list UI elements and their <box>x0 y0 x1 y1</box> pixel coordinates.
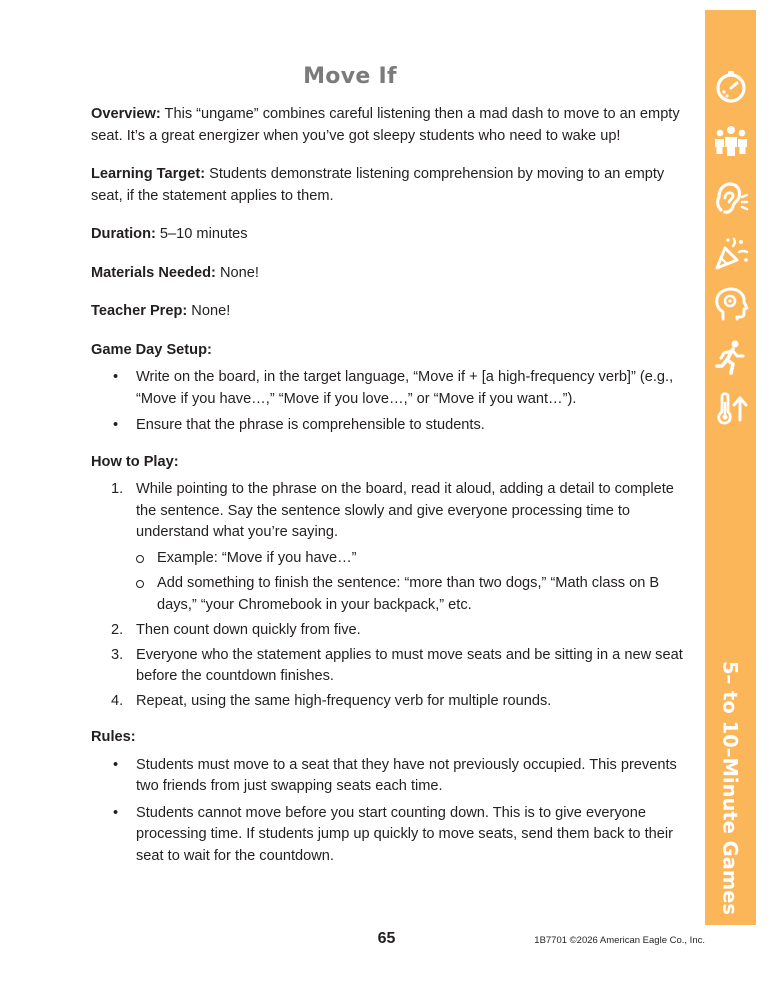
step-text: While pointing to the phrase on the board, read it aloud, adding a detail to complete the sentence. Say the sentence slowly and give everyone processing time to understand what you’re saying. <box>136 481 674 540</box>
hollow-bullet-icon <box>136 580 144 588</box>
teacher-prep-label: Teacher Prep: <box>91 303 188 319</box>
rules-list <box>91 755 697 868</box>
page-title: Move If <box>303 64 397 89</box>
step-item <box>91 479 697 616</box>
sub-item: Example: “Move if you have…” <box>136 548 697 570</box>
main-content <box>91 104 697 882</box>
step-number: 3. <box>111 646 124 663</box>
learning-target <box>91 164 697 207</box>
group-icon <box>713 122 749 158</box>
overview-text: This “ungame” combines careful listening then a mad dash to move to an empty seat. It’s a great energizer when you’ve got sleepy students who need to wake up! <box>91 106 680 144</box>
bullet: • <box>113 417 119 433</box>
step-item <box>91 645 697 688</box>
page-number: 65 <box>377 930 396 947</box>
step-sub-list <box>136 548 697 617</box>
materials-text: None! <box>215 264 259 281</box>
step-item <box>91 691 697 713</box>
bullet: • <box>113 756 119 773</box>
timer-icon <box>713 69 749 105</box>
overview-label: Overview: <box>91 106 161 122</box>
step-number: 2. <box>111 622 124 638</box>
learning-target-text: Students demonstrate listening comprehension by moving to an empty seat, if the statement applies to them. <box>91 166 665 204</box>
list-item: • Students cannot move before you start counting down. This is to give everyone processing time. If students jump up quickly to move seats, send them back to their seat to wait for the countdown. <box>113 804 673 864</box>
setup-list <box>91 367 697 437</box>
hollow-bullet-icon <box>136 555 144 563</box>
list-item: • Write on the board, in the target language, “Move if + [a high-frequency verb]” (e.g., “Move if you have…,” “Move if you love…,” or “Move if you want…”). <box>113 369 674 407</box>
step-text: Repeat, using the same high-frequency verb for multiple rounds. <box>136 692 552 709</box>
duration-label: Duration: <box>91 226 156 242</box>
step-text: Then count down quickly from five. <box>136 622 361 638</box>
step-number: 4. <box>111 692 124 709</box>
duration-text: 5–10 minutes <box>155 226 248 242</box>
rules-heading: Rules: <box>91 729 136 745</box>
step-number: 1. <box>111 481 124 497</box>
list-item: • Students must move to a seat that they have not previously occupied. This prevents two friends from just swapping seats each time. <box>113 756 677 794</box>
step-item <box>91 620 697 642</box>
bullet: • <box>113 804 119 821</box>
listening-ear-icon <box>713 180 749 216</box>
setup-heading: Game Day Setup: <box>91 341 212 358</box>
bullet: • <box>113 369 119 385</box>
sub-item: Add something to finish the sentence: “more than two dogs,” “Math class on B days,” “your Chromebook in your backpack,” etc. <box>136 573 697 616</box>
list-item: • Ensure that the phrase is comprehensible to students. <box>91 415 697 437</box>
step-text: Everyone who the statement applies to must move seats and be sitting in a new seat before the countdown finishes. <box>136 646 683 684</box>
teacher-prep <box>91 301 697 323</box>
celebration-icon <box>713 236 749 272</box>
thinking-head-icon <box>713 286 749 322</box>
thermometer-up-icon <box>713 390 749 426</box>
copyright-notice: 1B7701 ©2026 American Eagle Co., Inc. <box>534 935 705 946</box>
teacher-prep-text: None! <box>187 303 231 319</box>
running-person-icon <box>713 339 749 375</box>
duration <box>91 224 697 246</box>
learning-target-label: Learning Target: <box>91 166 206 182</box>
how-to-play-heading: How to Play: <box>91 453 179 470</box>
materials-needed <box>91 263 697 285</box>
how-to-play-steps <box>91 479 697 712</box>
materials-label: Materials Needed: <box>91 264 216 281</box>
overview <box>91 104 697 147</box>
